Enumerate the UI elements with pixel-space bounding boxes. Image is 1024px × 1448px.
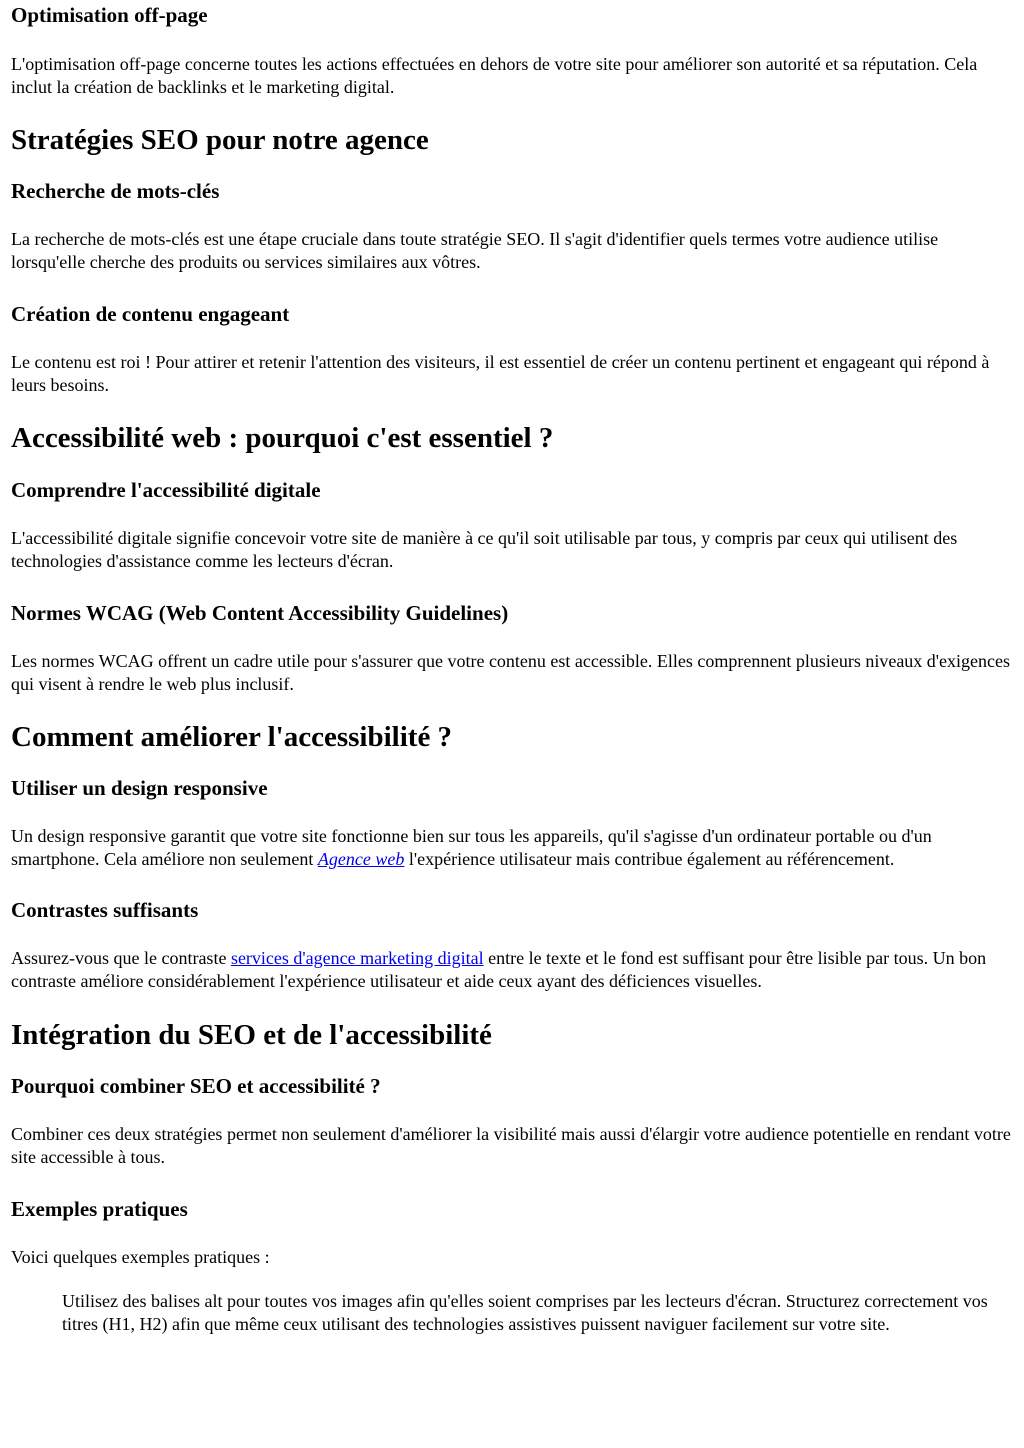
heading-wcag: Normes WCAG (Web Content Accessibility Guidelines) xyxy=(11,601,509,625)
paragraph-responsive-text-before: Un design responsive garantit que votre site fonctionne bien sur tous les appareils, qu'il s'agisse d'un ordinateur portable ou d'un smartphone. Cela améliore non seulement xyxy=(11,826,932,869)
heading-improve: Comment améliorer l'accessibilité ? xyxy=(11,721,453,753)
paragraph-responsive xyxy=(11,825,1013,871)
marketing-digital-link[interactable]: services d'agence marketing digital xyxy=(230,948,484,968)
paragraph-content: Le contenu est roi ! Pour attirer et retenir l'attention des visiteurs, il est essentiel de créer un contenu pertinent et engageant qui répond à leurs besoins. xyxy=(11,352,990,395)
heading-integration: Intégration du SEO et de l'accessibilité xyxy=(11,1019,492,1051)
paragraph-why: Combiner ces deux stratégies permet non seulement d'améliorer la visibilité mais aussi d'élargir votre audience potentielle en rendant votre site accessible à tous. xyxy=(11,1124,1011,1167)
heading-responsive: Utiliser un design responsive xyxy=(11,776,268,800)
heading-keywords: Recherche de mots-clés xyxy=(11,179,220,203)
paragraph-keywords: La recherche de mots-clés est une étape cruciale dans toute stratégie SEO. Il s'agit d'identifier quels termes votre audience utilise lorsqu'elle cherche des produits ou services similaires aux vôtres. xyxy=(11,229,939,272)
agence-web-link[interactable]: Agence web xyxy=(317,849,405,869)
paragraph-responsive-text-after: l'expérience utilisateur mais contribue également au référencement. xyxy=(404,849,895,869)
paragraph-contrast-text-before: Assurez-vous que le contraste xyxy=(11,948,231,968)
heading-off-page: Optimisation off-page xyxy=(11,3,208,27)
heading-strategies: Stratégies SEO pour notre agence xyxy=(11,124,429,156)
paragraph-contrast-text-after: entre le texte et le fond est suffisant pour être lisible par tous. Un bon contraste améliore considérablement l'expérience utilisateur et aide ceux ayant des déficiences visuelles. xyxy=(11,948,987,991)
examples-quote: Utilisez des balises alt pour toutes vos images afin qu'elles soient comprises par les lecteurs d'écran. Structurez correctement vos titres (H1, H2) afin que même ceux utilisant des technologies assistives puissent naviguer facilement sur votre site. xyxy=(62,1291,988,1334)
heading-content: Création de contenu engageant xyxy=(11,302,290,326)
paragraph-understand: L'accessibilité digitale signifie concevoir votre site de manière à ce qu'il soit utilisable par tous, y compris par ceux qui utilisent des technologies d'assistance comme les lecteurs d'écran. xyxy=(11,528,958,571)
heading-examples: Exemples pratiques xyxy=(11,1197,188,1221)
heading-contrast: Contrastes suffisants xyxy=(11,898,199,922)
heading-understand: Comprendre l'accessibilité digitale xyxy=(11,478,321,502)
paragraph-wcag: Les normes WCAG offrent un cadre utile pour s'assurer que votre contenu est accessible. Elles comprennent plusieurs niveaux d'exigences qui visent à rendre le web plus inclusif. xyxy=(11,651,1011,694)
paragraph-off-page: L'optimisation off-page concerne toutes les actions effectuées en dehors de votre site pour améliorer son autorité et sa réputation. Cela inclut la création de backlinks et le marketing digital. xyxy=(11,54,978,97)
article-body xyxy=(0,2,1024,1336)
paragraph-examples-intro: Voici quelques exemples pratiques : xyxy=(11,1247,270,1267)
paragraph-contrast xyxy=(11,947,1013,993)
heading-accessibility: Accessibilité web : pourquoi c'est essentiel ? xyxy=(11,422,554,454)
heading-why: Pourquoi combiner SEO et accessibilité ? xyxy=(11,1074,381,1098)
